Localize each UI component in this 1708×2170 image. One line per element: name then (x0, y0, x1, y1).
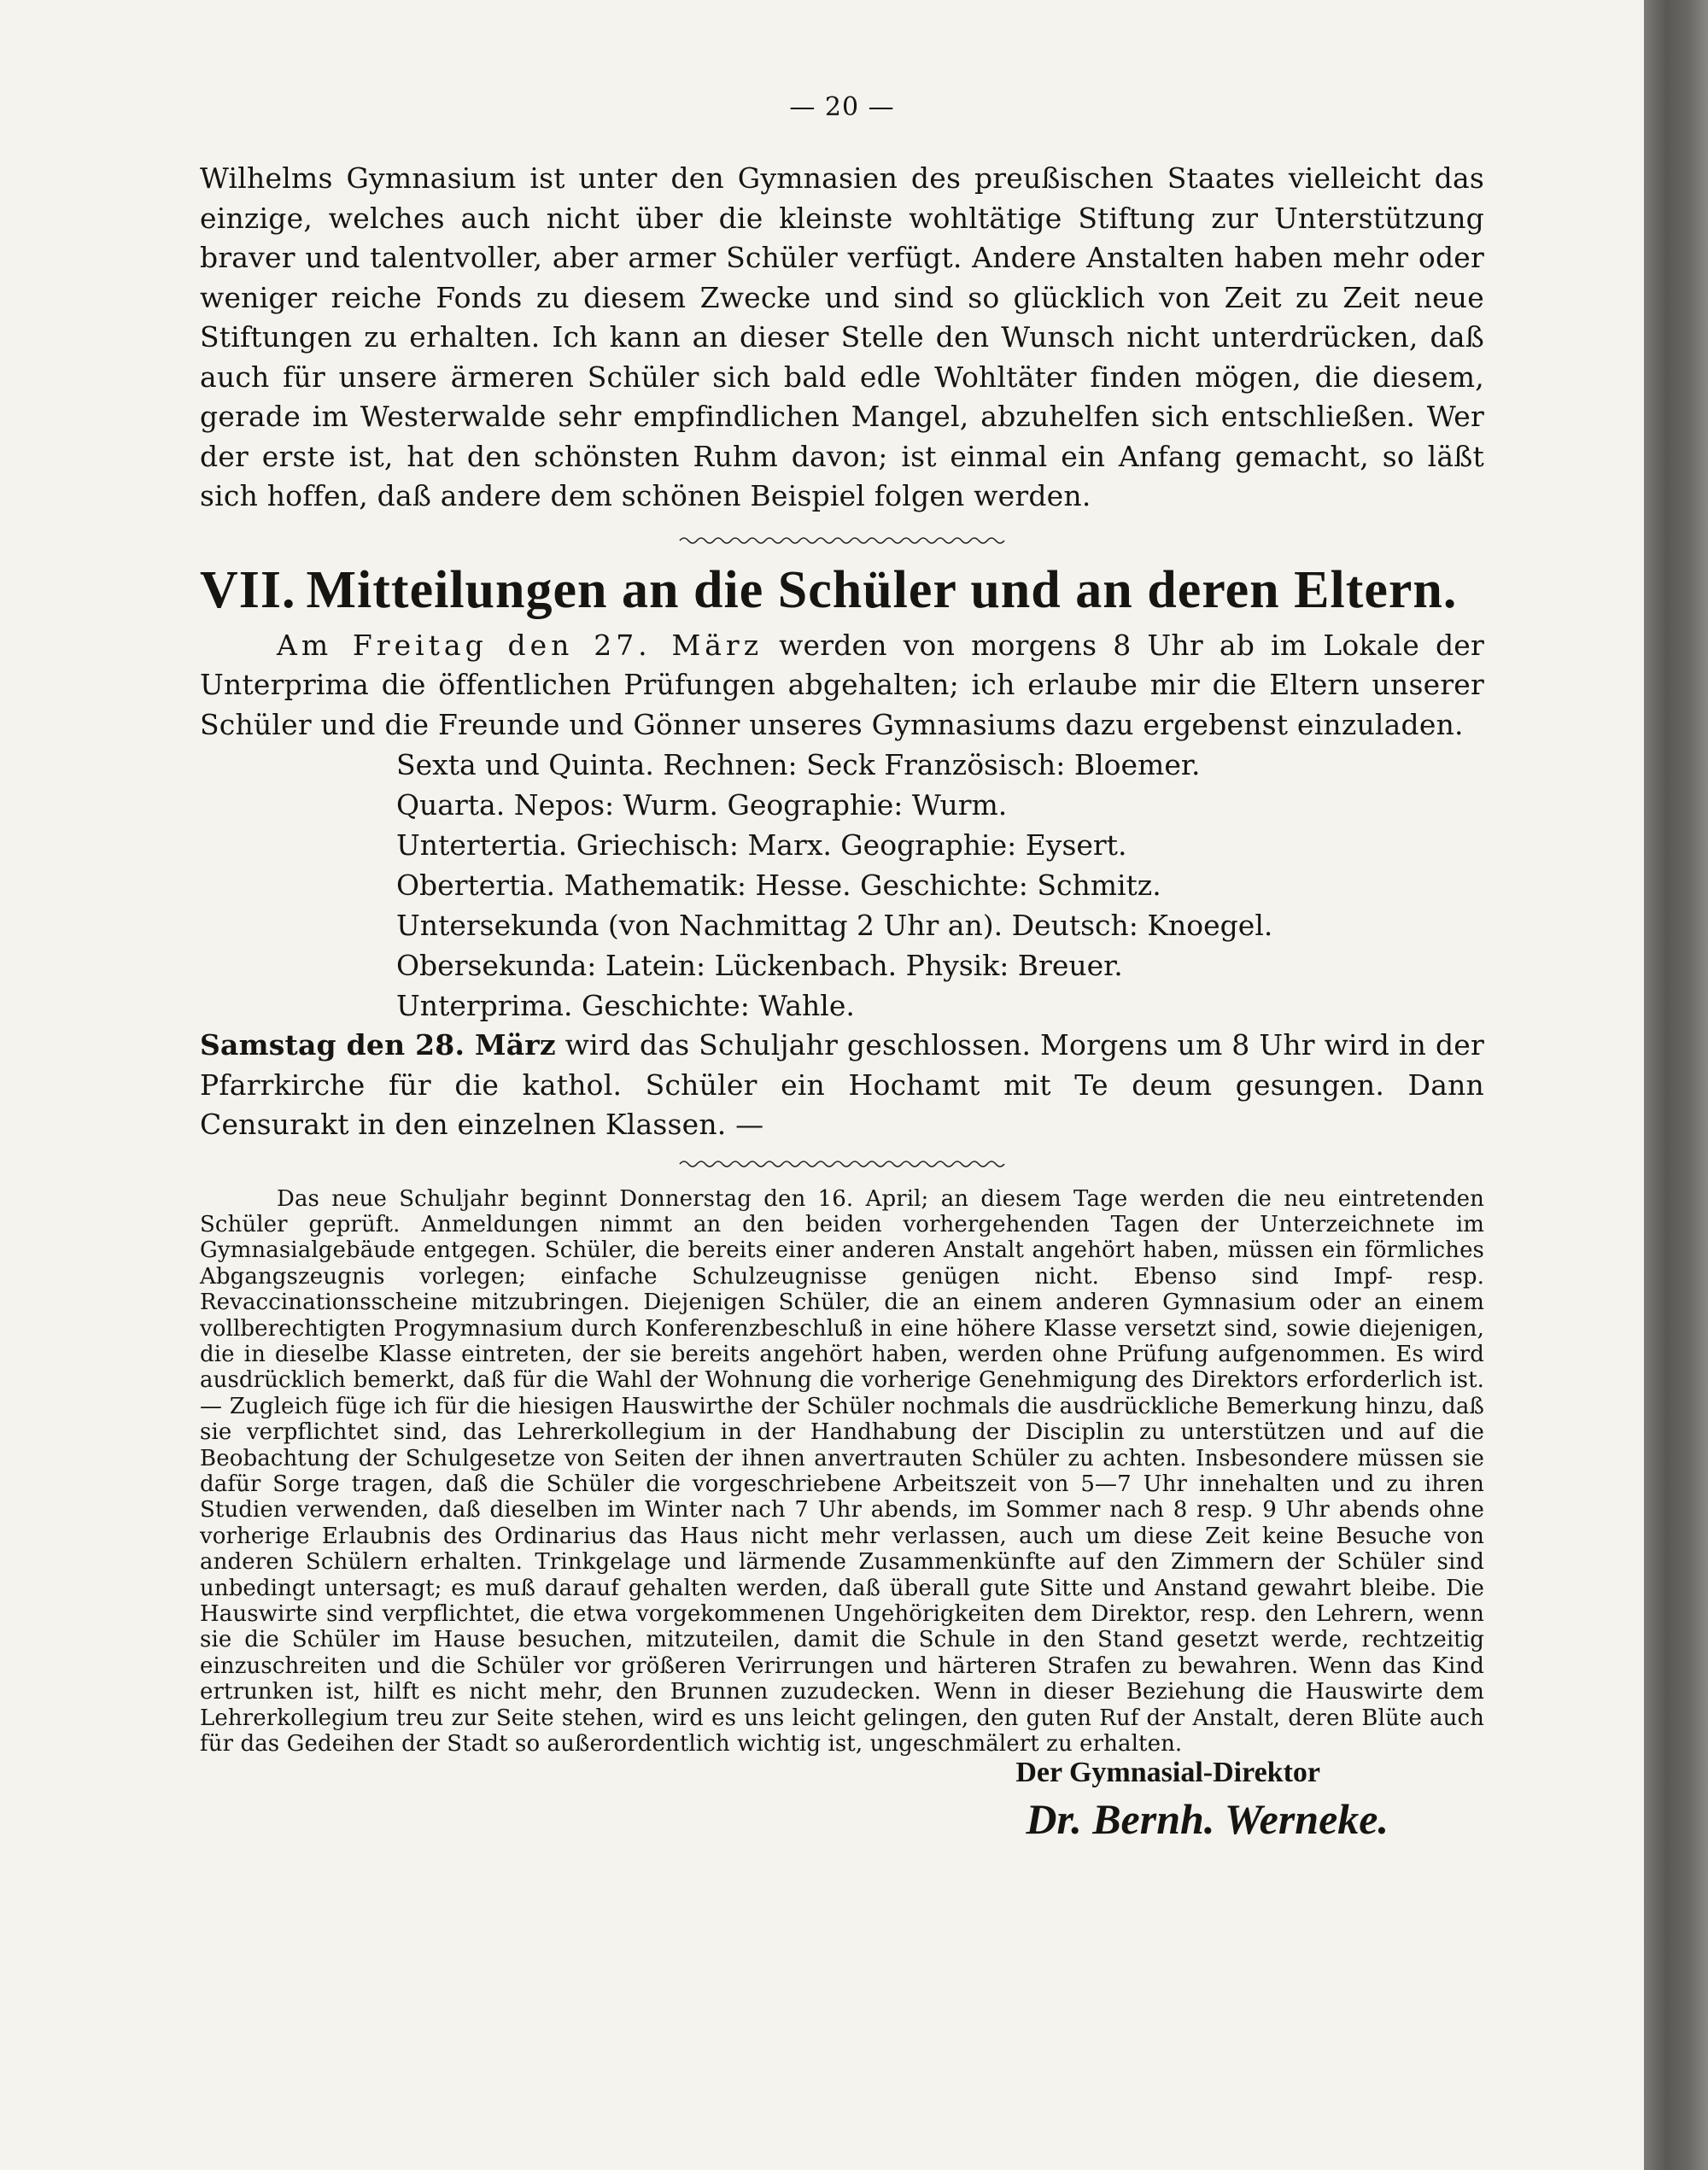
signature-name: Dr. Bernh. Werneke. (1026, 1795, 1389, 1844)
school-year-notice: Das neue Schuljahr beginnt Donnerstag den 16. April; an diesem Tage werden die neu eintretenden Schüler geprüft. Anmeldungen nimmt an den beiden vorhergehenden Tagen der Unterzeichnete im Gymnasialgebäude entgegen. Schüler, die bereits einer anderen Anstalt angehört haben, müssen ein förmliches Abgangszeugnis vorlegen; einfache Schulzeugnisse genügen nicht. Ebenso sind Impf- resp. Revaccinationsscheine mitzubringen. Diejenigen Schüler, die an einem anderen Gymnasium oder an einem vollberechtigten Progymnasium durch Konferenzbeschluß in eine höhere Klasse versetzt sind, sowie diejenigen, die in dieselbe Klasse eintreten, der sie bereits angehört haben, werden ohne Prüfung aufgenommen. Es wird ausdrücklich bemerkt, daß für die Wahl der Wohnung die vorherige Genehmigung des Direktors erforderlich ist. — Zugleich füge ich für die hiesigen Hauswirthe der Schüler nochmals die ausdrückliche Bemerkung hinzu, daß sie verpflichtet sind, das Lehrerkollegium in der Handhabung der Disciplin zu unterstützen und auf die Beobachtung der Schulgesetze von Seiten der ihnen anvertrauten Schüler zu achten. Insbesondere müssen sie dafür Sorge tragen, daß die Schüler die vorgeschriebene Arbeitszeit von 5—7 Uhr innehalten und zu ihren Studien verwenden, daß dieselben im Winter nach 7 Uhr abends, im Sommer nach 8 resp. 9 Uhr abends ohne vorherige Erlaubnis des Ordinarius das Haus nicht mehr verlassen, auch um diese Zeit keine Besuche von anderen Schülern erhalten. Trinkgelage und lärmende Zusammenkünfte auf den Zimmern der Schüler sind unbedingt untersagt; es muß darauf gehalten werden, daß überall gute Sitte und Anstand gewahrt bleibe. Die Hauswirte sind verpflichtet, die etwa vorgekommenen Ungehörigkeiten dem Direktor, resp. den Lehrern, wenn sie die Schüler im Hause besuchen, mitzuteilen, damit die Schule in den Stand gesetzt werde, rechtzeitig einzuschreiten und die Schüler vor größeren Verirrungen und härteren Strafen zu bewahren. Wenn das Kind ertrunken ist, hilft es nicht mehr, den Brunnen zuzudecken. Wenn in dieser Beziehung die Hauswirte dem Lehrerkollegium treu zur Seite stehen, wird es uns leicht gelingen, den guten Ruf der Anstalt, deren Blüte auch für das Gedeihen der Stadt so außerordentlich wichtig ist, ungeschmälert zu erhalten. (200, 1185, 1484, 1758)
exam-intro-text: werden von morgens 8 Uhr ab im Lokale der Unterprima die öffentlichen Prüfungen abgehalten; ich erlaube mir die Eltern unserer Schüler und die Freunde und Gönner unseres Gymnasiums dazu ergebenst einzuladen. (200, 628, 1484, 741)
closing-paragraph (200, 1026, 1484, 1145)
intro-paragraph: Wilhelms Gymnasium ist unter den Gymnasien des preußischen Staates vielleicht das einzige, welches auch nicht über die kleinste wohltätige Stiftung zur Unterstützung braver und talentvoller, aber armer Schüler verfügt. Andere Anstalten haben mehr oder weniger reiche Fonds zu diesem Zwecke und sind so glücklich von Zeit zu Zeit neue Stiftungen zu erhalten. Ich kann an dieser Stelle den Wunsch nicht unterdrücken, daß auch für unsere ärmeren Schüler sich bald edle Wohltäter finden mögen, die diesem, gerade im Westerwalde sehr empfindlichen Mangel, abzuhelfen sich entschließen. Wer der erste ist, hat den schönsten Ruhm davon; ist einmal ein Anfang gemacht, so läßt sich hoffen, daß andere dem schönen Beispiel folgen werden. (200, 161, 1484, 512)
page-number: — 20 — (789, 92, 895, 122)
exam-date: Am Freitag den 27. März (277, 628, 763, 662)
section-number: VII. (200, 560, 296, 619)
schedule-item: Quarta. Nepos: Wurm. Geographie: Wurm. (396, 788, 1008, 822)
section-title: Mitteilungen an die Schüler und an deren Eltern. (306, 560, 1458, 619)
schedule-item: Untertertia. Griechisch: Marx. Geographie: Eysert. (396, 828, 1127, 862)
signature-block (200, 1757, 1484, 1859)
schedule-item: Untersekunda (von Nachmittag 2 Uhr an). Deutsch: Knoegel. (396, 909, 1273, 942)
page-edge-shadow (1644, 0, 1708, 2170)
section-heading (200, 558, 1484, 623)
page-content (200, 92, 1484, 1859)
wavy-divider (680, 1154, 1004, 1174)
exam-schedule (396, 745, 1484, 1026)
schedule-item: Sexta und Quinta. Rechnen: Seck Französisch: Bloemer. (396, 748, 1201, 781)
closing-text: wird das Schuljahr geschlossen. Morgens um 8 Uhr wird in der Pfarrkirche für die kathol. Schüler ein Hochamt mit Te deum gesungen. Dann Censurakt in den einzelnen Klassen. — (200, 1028, 1484, 1141)
schedule-item: Obertertia. Mathematik: Hesse. Geschichte: Schmitz. (396, 869, 1161, 902)
exam-intro-paragraph (200, 626, 1484, 746)
schedule-item: Obersekunda: Latein: Lückenbach. Physik: Breuer. (396, 949, 1123, 982)
signature-role: Der Gymnasial-Direktor (1015, 1757, 1320, 1789)
schedule-item: Unterprima. Geschichte: Wahle. (396, 989, 855, 1022)
wavy-divider (680, 530, 1004, 551)
closing-date: Samstag den 28. März (200, 1028, 556, 1062)
